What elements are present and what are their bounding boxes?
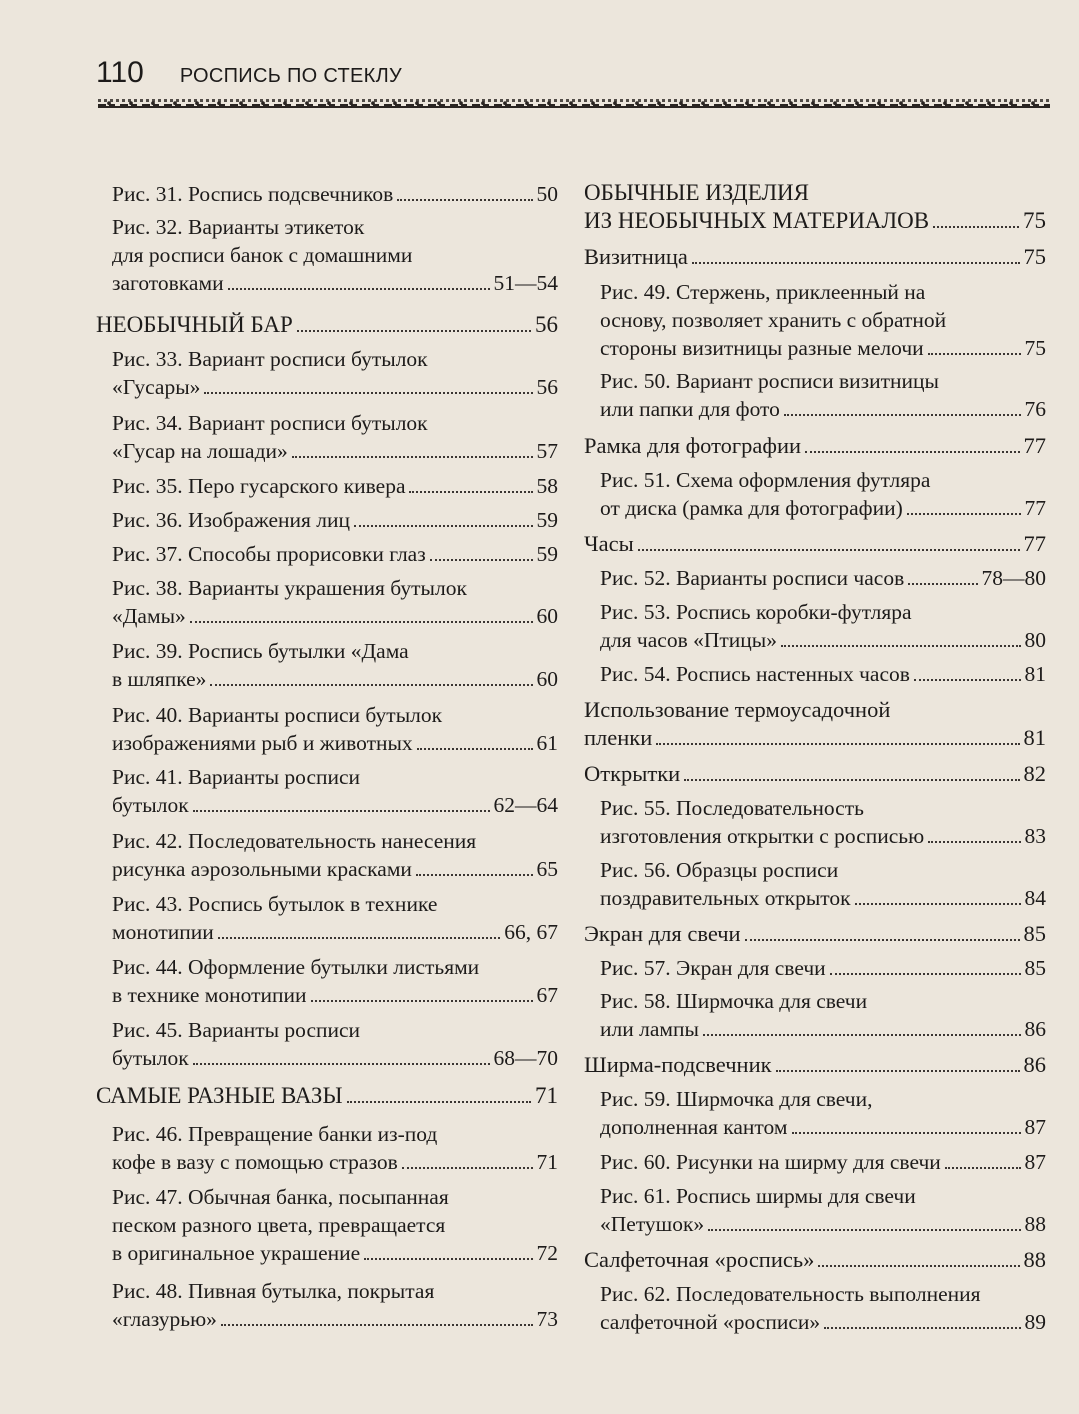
entry-text: в технике монотипии [112,983,307,1007]
page-ref: 58 [536,474,558,498]
toc-figure-entry [600,1148,1046,1176]
entry-text: «глазурью» [112,1307,217,1331]
entry-text: ИЗ НЕОБЫЧНЫХ МАТЕРИАЛОВ [584,208,930,233]
page-ref: 81 [1024,662,1046,686]
page-ref: 75 [1024,336,1046,360]
entry-text: Рис. 42. Последовательность нанесения [112,829,477,853]
entry-text: Рамка для фотографии [584,433,802,458]
dot-leader [824,1327,1020,1329]
entry-text: бутылок [112,793,189,817]
page-ref: 60 [536,604,558,628]
entry-last-line [600,954,1046,982]
entry-text: Использование термоусадочной [584,697,891,722]
entry-text: Визитница [584,244,688,269]
page-ref: 86 [1023,1052,1046,1077]
entry-text: Рис. 40. Варианты росписи бутылок [112,703,443,727]
entry-text: пленки [584,725,653,750]
entry-last-line [600,626,1046,654]
entry-last-line [600,334,1046,362]
dot-leader [908,583,977,585]
entry-text: для росписи банок с домашними [112,243,413,267]
toc-figure-entry [600,1085,1046,1141]
entry-text: Открытки [584,761,681,786]
entry-text: Рис. 54. Роспись настенных часов [600,662,910,686]
entry-text: Рис. 36. Изображения лиц [112,508,351,532]
entry-last-line [600,660,1046,688]
entry-text: «Петушок» [600,1212,705,1236]
entry-last-line [584,1246,1046,1274]
page-ref: 88 [1023,1247,1046,1272]
entry-text: от диска (рамка для фотографии) [600,496,903,520]
toc-subsection-entry [584,432,1046,460]
page-ref: 51—54 [493,271,558,295]
entry-text: «Гусары» [112,375,201,399]
entry-text: Рис. 43. Роспись бутылок в технике [112,892,438,916]
entry-text: Рис. 34. Вариант росписи бутылок [112,411,428,435]
dot-leader [656,743,1019,745]
entry-text: Рис. 31. Роспись подсвечников [112,182,394,206]
page-ref: 86 [1024,1017,1046,1041]
page-ref: 81 [1023,725,1046,750]
page-ref: 59 [536,508,558,532]
dot-leader [933,226,1019,228]
entry-text: Рис. 56. Образцы росписи [600,858,839,882]
page-ref: 66, 67 [504,920,558,944]
toc-subsection-entry [584,243,1046,271]
toc-figure-entry [600,1280,1046,1336]
entry-text: бутылок [112,1046,189,1070]
entry-last-line [584,530,1046,558]
toc-figure-entry [600,367,1046,423]
page-ref: 82 [1023,761,1046,786]
dot-leader [818,1265,1019,1267]
page-ref: 71 [535,1083,558,1108]
page-ref: 72 [536,1241,558,1265]
page-ref: 57 [536,439,558,463]
entry-text: Рис. 60. Рисунки на ширму для свечи [600,1150,941,1174]
page-ref: 77 [1024,496,1046,520]
page-ref: 73 [536,1307,558,1331]
toc-figure-entry [600,856,1046,912]
toc-figure-entry [600,660,1046,688]
dot-leader [928,841,1020,843]
entry-text: дополненная кантом [600,1115,788,1139]
entry-text: Рис. 59. Ширмочка для свечи, [600,1087,873,1111]
entry-last-line [600,564,1046,592]
toc-subsection-entry [584,920,1046,948]
toc-subsection-entry [584,1051,1046,1079]
page-ref: 77 [1023,433,1046,458]
entry-last-line [600,884,1046,912]
page-ref: 75 [1023,244,1046,269]
entry-text: Рис. 48. Пивная бутылка, покрытая [112,1279,435,1303]
page-ref: 80 [1024,628,1046,652]
dot-leader [692,262,1020,264]
entry-text: Рис. 39. Роспись бутылки «Дама [112,639,409,663]
page-ref: 84 [1024,886,1046,910]
dot-leader [781,645,1021,647]
dot-leader [855,903,1021,905]
running-title: РОСПИСЬ ПО СТЕКЛУ [179,65,403,87]
entry-text: поздравительных открыток [600,886,851,910]
entry-text: в шляпке» [112,667,207,691]
toc-section-heading [584,179,1046,235]
toc-figure-entry [600,794,1046,850]
dot-leader [805,451,1019,453]
entry-text: стороны визитницы разные мелочи [600,336,924,360]
entry-last-line [600,1210,1046,1238]
page-ref: 60 [536,667,558,691]
page-ref: 61 [536,731,558,755]
page-ref: 56 [535,312,558,337]
entry-text: или лампы [600,1017,699,1041]
entry-last-line [600,1148,1046,1176]
entry-text: Рис. 61. Роспись ширмы для свечи [600,1184,916,1208]
entry-last-line [584,432,1046,460]
page-ref: 56 [536,375,558,399]
dot-leader [703,1034,1021,1036]
entry-last-line [584,724,1046,752]
entry-last-line [600,822,1046,850]
page-ref: 76 [1024,397,1046,421]
dot-leader [945,1167,1021,1169]
entry-text: Рис. 53. Роспись коробки-футляра [600,600,912,624]
page-ref: 87 [1024,1115,1046,1139]
entry-text: Рис. 58. Ширмочка для свечи [600,989,868,1013]
entry-last-line [584,920,1046,948]
page-ref: 89 [1024,1310,1046,1334]
entry-text: изготовления открытки с росписью [600,824,925,848]
entry-text: Рис. 37. Способы прорисовки глаз [112,542,426,566]
toc-figure-entry [600,954,1046,982]
toc-figure-entry [600,278,1046,362]
dot-leader [914,679,1021,681]
toc-subsection-entry [584,1246,1046,1274]
toc-figure-entry [600,598,1046,654]
page-ref: 77 [1023,531,1046,556]
page-ref: 67 [536,983,558,1007]
entry-text: Рис. 57. Экран для свечи [600,956,826,980]
entry-text: САМЫЕ РАЗНЫЕ ВАЗЫ [96,1083,343,1108]
entry-text: кофе в вазу с помощью стразов [112,1150,398,1174]
entry-text: Рис. 52. Варианты росписи часов [600,566,905,590]
entry-text: Рис. 55. Последовательность [600,796,864,820]
entry-text: Салфеточная «роспись» [584,1247,815,1272]
dot-leader [776,1070,1020,1072]
page-ref: 83 [1024,824,1046,848]
entry-text: Рис. 32. Варианты этикеток [112,215,365,239]
entry-last-line [600,1113,1046,1141]
entry-last-line [600,1015,1046,1043]
entry-text: Рис. 49. Стержень, приклеенный на [600,280,926,304]
entry-text: Рис. 44. Оформление бутылки листьями [112,955,480,979]
toc-figure-entry [600,466,1046,522]
dot-leader [907,513,1021,515]
page-ref: 71 [536,1150,558,1174]
entry-last-line [584,760,1046,788]
toc-subsection-entry [584,760,1046,788]
entry-last-line [584,1051,1046,1079]
entry-text: «Гусар на лошади» [112,439,288,463]
entry-text: или папки для фото [600,397,780,421]
page-number: 110 [96,56,144,89]
entry-last-line [584,207,1046,235]
page-ref: 59 [536,542,558,566]
entry-text: Рис. 50. Вариант росписи визитницы [600,369,939,393]
page-ref: 87 [1024,1150,1046,1174]
entry-text: салфеточной «росписи» [600,1310,821,1334]
entry-text: монотипии [112,920,214,944]
dot-leader [638,549,1020,551]
page-ref: 68—70 [493,1046,558,1070]
page-ref: 85 [1024,956,1046,980]
page-ref: 88 [1024,1212,1046,1236]
toc-figure-entry [600,1182,1046,1238]
entry-text: изображениями рыб и животных [112,731,413,755]
entry-text: Рис. 41. Варианты росписи [112,765,361,789]
page-ref: 75 [1023,208,1046,233]
entry-text: Рис. 35. Перо гусарского кивера [112,474,406,498]
entry-text: Рис. 47. Обычная банка, посыпанная [112,1185,449,1209]
toc-figure-entry [600,987,1046,1043]
entry-last-line [600,1308,1046,1336]
entry-text: Рис. 33. Вариант росписи бутылок [112,347,428,371]
toc-subsection-entry [584,696,1046,752]
entry-text: заготовками [112,271,224,295]
entry-text: Часы [584,531,634,556]
entry-text: НЕОБЫЧНЫЙ БАР [96,312,293,337]
entry-text: рисунка аэрозольными красками [112,857,412,881]
dot-leader [745,939,1020,941]
entry-text: Рис. 62. Последовательность выполнения [600,1282,981,1306]
dot-leader [928,353,1021,355]
entry-text: Рис. 45. Варианты росписи [112,1018,361,1042]
entry-text: ОБЫЧНЫЕ ИЗДЕЛИЯ [584,180,810,205]
dot-leader [684,779,1019,781]
dot-leader [830,973,1021,975]
entry-text: песком разного цвета, превращается [112,1213,446,1237]
entry-text: в оригинальное украшение [112,1241,361,1265]
toc-figure-entry [600,564,1046,592]
entry-text: Ширма-подсвечник [584,1052,772,1077]
dot-leader [784,414,1021,416]
entry-text: «Дамы» [112,604,186,628]
entry-last-line [600,494,1046,522]
entry-text: Рис. 46. Превращение банки из-под [112,1122,438,1146]
entry-last-line [584,243,1046,271]
page-ref: 85 [1023,921,1046,946]
entry-last-line [600,395,1046,423]
page-ref: 65 [536,857,558,881]
entry-text: Экран для свечи [584,921,741,946]
dot-leader [708,1229,1020,1231]
page-ref: 62—64 [493,793,558,817]
entry-text: Рис. 38. Варианты украшения бутылок [112,576,467,600]
page-ref: 78—80 [981,566,1046,590]
toc-subsection-entry [584,530,1046,558]
entry-text: Рис. 51. Схема оформления футляра [600,468,931,492]
entry-text: для часов «Птицы» [600,628,777,652]
entry-text: основу, позволяет хранить с обратной [600,308,947,332]
dot-leader [792,1132,1021,1134]
page-ref: 50 [536,182,558,206]
